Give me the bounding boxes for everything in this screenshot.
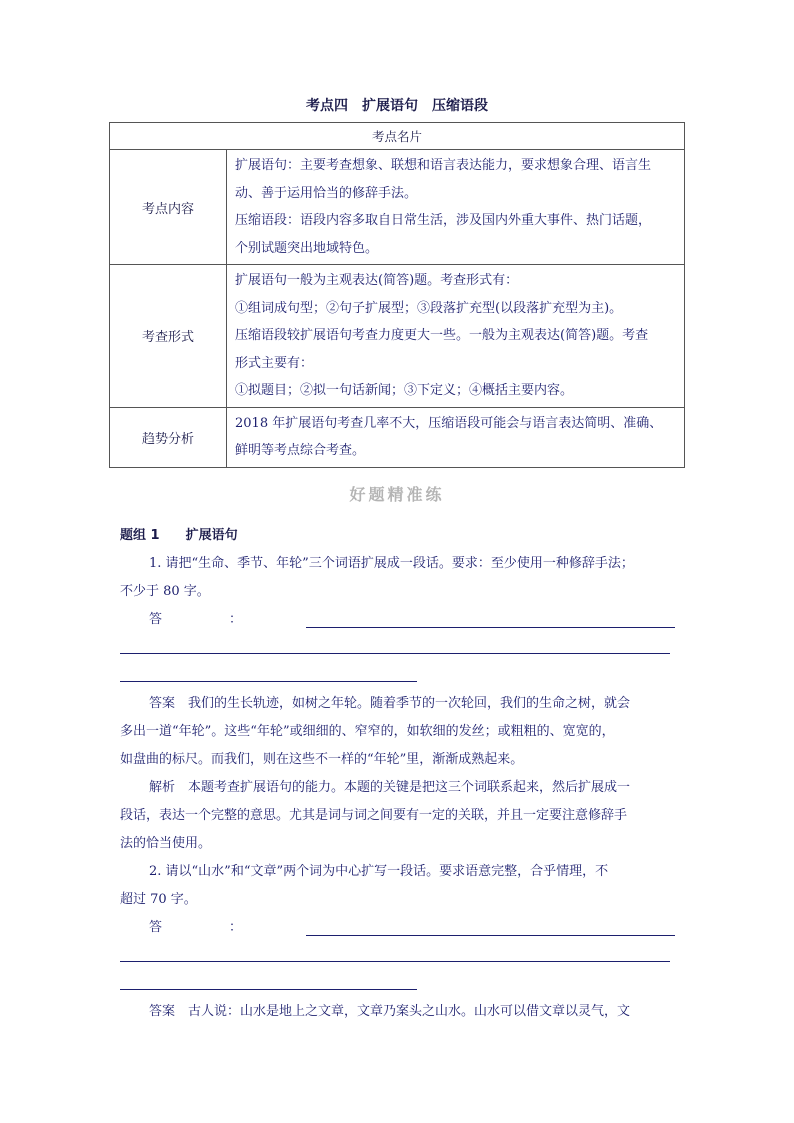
answer-blank-line[interactable] (120, 634, 680, 662)
card-header: 考点名片 (110, 123, 685, 150)
row-label: 考点内容 (110, 150, 227, 265)
group-label: 题组 1 (120, 528, 160, 543)
row-line: 2018 年扩展语句考查几率不大，压缩语段可能会与语言表达简明、准确、 (235, 415, 663, 431)
answer-text-line (120, 690, 680, 718)
answer-line-2 (120, 914, 680, 942)
answer-tag: 答案 (149, 1004, 176, 1019)
row-body (227, 407, 685, 467)
analysis-text-line: 法的恰当使用。 (120, 836, 212, 851)
answer-text: 古人说：山水是地上之文章，文章乃案头之山水。山水可以借文章以灵气，文 (188, 1004, 631, 1019)
analysis-tag: 解析 (149, 780, 176, 795)
row-line: 鲜明等考点综合考查。 (235, 443, 366, 458)
answer-text-line: 多出一道“年轮”。这些“年轮”或细细的、窄窄的，如软细的发丝；或粗粗的、宽宽的， (120, 724, 615, 739)
answer-line-1 (120, 606, 680, 634)
row-line: 扩展语句一般为主观表达(简答)题。考查形式有： (235, 273, 519, 288)
card-row-format (110, 265, 685, 408)
question-1-line: 1. 请把“生命、季节、年轮”三个词语扩展成一段话。要求：至少使用一种修辞手法； (149, 556, 634, 571)
analysis-text: 本题考查扩展语句的能力。本题的关键是把这三个词联系起来，然后扩展成一 (188, 780, 631, 795)
answer-colon: ： (229, 612, 243, 627)
answer-blank[interactable] (306, 935, 675, 936)
answer-text-line (120, 998, 680, 1026)
row-line: 形式主要有： (235, 355, 314, 371)
row-line: 压缩语段：语段内容多取自日常生活，涉及国内外重大事件、热门话题， (235, 213, 652, 228)
question-2-line: 超过 70 字。 (120, 892, 197, 907)
page-title: 考点四 扩展语句 压缩语段 (306, 98, 488, 114)
row-body (227, 265, 685, 408)
row-line: 扩展语句：主要考查想象、联想和语言表达能力，要求想象合理、语言生 (235, 158, 652, 173)
analysis-text-line: 段话，表达一个完整的意思。尤其是词与词之间要有一定的关联，并且一定要注意修辞手 (120, 808, 628, 823)
answer-blank-line[interactable] (120, 662, 680, 690)
answer-tag: 答案 (149, 696, 176, 711)
card-row-content (110, 150, 685, 265)
group-heading (120, 522, 680, 550)
row-body (227, 150, 685, 265)
analysis-text-line (120, 774, 680, 802)
card-row-trend (110, 407, 685, 467)
row-line: 压缩语段较扩展语句考查力度更大一些。一般为主观表达(简答)题。考查 (235, 328, 649, 343)
answer-colon: ： (229, 920, 243, 935)
answer-label: 答 (149, 612, 163, 627)
row-label: 考查形式 (110, 265, 227, 408)
exam-point-card (109, 122, 685, 468)
answer-label: 答 (149, 920, 163, 935)
answer-text-line: 如盘曲的标尺。而我们，则在这些不一样的“年轮”里，渐渐成熟起来。 (120, 752, 524, 767)
row-line: 动、善于运用恰当的修辞手法。 (235, 185, 418, 201)
question-2-line: 2. 请以“山水”和“文章”两个词为中心扩写一段话。要求语意完整，合乎情理，不 (149, 864, 609, 879)
section-title: 好题精准练 (349, 485, 445, 504)
group-name: 扩展语句 (185, 528, 238, 543)
answer-blank-line[interactable] (120, 942, 680, 970)
exercise-content (120, 522, 680, 1026)
answer-blank[interactable] (306, 627, 675, 628)
question-1-line: 不少于 80 字。 (120, 584, 210, 599)
row-line: 个别试题突出地域特色。 (235, 240, 379, 256)
row-line: ①拟题目；②拟一句话新闻；③下定义；④概括主要内容。 (235, 383, 574, 398)
row-label: 趋势分析 (110, 407, 227, 467)
row-line: ①组词成句型；②句子扩展型；③段落扩充型(以段落扩充型为主)。 (235, 300, 623, 316)
answer-blank-line[interactable] (120, 970, 680, 998)
answer-text: 我们的生长轨迹，如树之年轮。随着季节的一次轮回，我们的生命之树，就会 (188, 696, 631, 711)
